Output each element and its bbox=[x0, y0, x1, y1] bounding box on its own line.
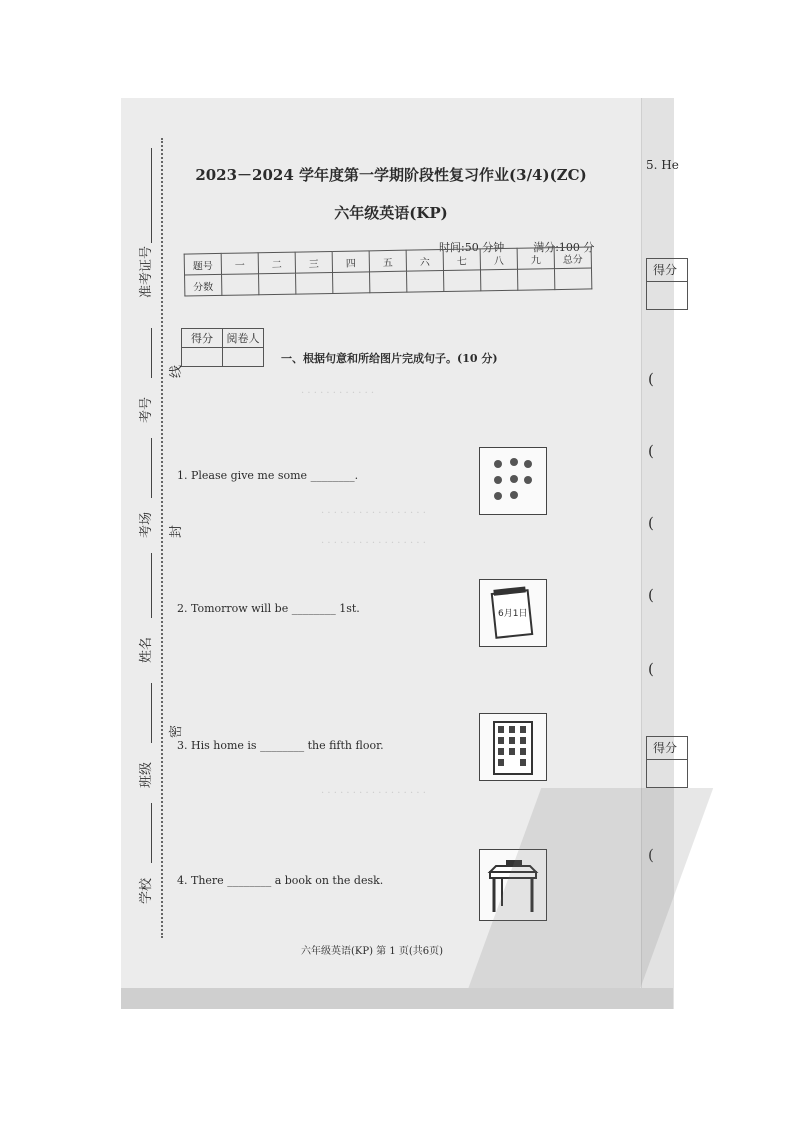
score-table-header: 六 bbox=[406, 250, 443, 272]
bleed-through-text: · · · · · · · · · · · · · · · · · bbox=[321, 508, 426, 519]
next-page-paren: ( bbox=[648, 660, 654, 678]
question-1-text: 1. Please give me some bbox=[177, 469, 308, 482]
question-1 bbox=[177, 469, 358, 482]
flowers-icon bbox=[479, 447, 547, 515]
next-page-paren: ( bbox=[648, 514, 654, 532]
margin-label-exam-number: 考号 bbox=[139, 396, 154, 423]
next-page-paren: ( bbox=[648, 586, 654, 604]
question-4-text: 4. There bbox=[177, 874, 224, 887]
next-page-paren: ( bbox=[648, 370, 654, 388]
score-cell[interactable] bbox=[480, 269, 517, 291]
question-3-tail: the fifth floor. bbox=[307, 739, 384, 752]
question-2 bbox=[177, 602, 360, 615]
score-table-header: 四 bbox=[332, 251, 369, 273]
next-page-score-box bbox=[646, 258, 688, 310]
score-cell[interactable] bbox=[222, 274, 259, 296]
question-2-blank[interactable]: ________ bbox=[291, 602, 336, 615]
question-2-tail: 1st. bbox=[339, 602, 360, 615]
score-table-header: 三 bbox=[295, 251, 332, 273]
question-2-text: 2. Tomorrow will be bbox=[177, 602, 289, 615]
margin-line bbox=[151, 803, 152, 863]
bleed-through-text: · · · · · · · · · · · · · · · · · bbox=[321, 538, 426, 549]
margin-label-exam-room: 考场 bbox=[139, 511, 154, 538]
grader-name-label: 阅卷人 bbox=[223, 329, 264, 348]
margin-line bbox=[151, 148, 152, 243]
exam-title: 2023－2024 学年度第一学期阶段性复习作业(3/4)(ZC) bbox=[195, 166, 587, 184]
margin-line bbox=[151, 328, 152, 378]
next-page-score-label: 得分 bbox=[647, 737, 687, 760]
score-cell[interactable] bbox=[554, 268, 591, 290]
question-4-blank[interactable]: ________ bbox=[227, 874, 272, 887]
score-table-header: 总分 bbox=[554, 247, 591, 269]
next-page-score-label: 得分 bbox=[647, 259, 687, 282]
score-table-header: 八 bbox=[480, 248, 517, 270]
seal-char-secret: 密 bbox=[169, 724, 184, 738]
bleed-through-text: · · · · · · · · · · · · bbox=[301, 388, 375, 399]
margin-label-school: 学校 bbox=[139, 877, 154, 904]
question-1-tail: . bbox=[354, 469, 359, 482]
margin-label-class: 班级 bbox=[139, 761, 154, 788]
next-page-score-box bbox=[646, 736, 688, 788]
score-table-header: 二 bbox=[258, 252, 295, 274]
score-row-label: 分数 bbox=[185, 274, 222, 296]
seal-char-line: 线 bbox=[169, 364, 184, 378]
full-score: 满分:100 分 bbox=[533, 241, 595, 254]
exam-subtitle: 六年级英语(KP) bbox=[334, 204, 448, 222]
question-1-blank[interactable]: ________ bbox=[310, 469, 355, 482]
score-cell[interactable] bbox=[406, 271, 443, 293]
question-3 bbox=[177, 739, 384, 752]
bleed-through-text: · · · · · · · · · · · · · · · · · bbox=[321, 788, 426, 799]
page-footer: 六年级英语(KP) 第 1 页(共6页) bbox=[301, 946, 444, 957]
score-cell[interactable] bbox=[259, 273, 296, 295]
seal-dotted-line bbox=[161, 138, 163, 938]
score-table-header: 七 bbox=[443, 249, 480, 271]
score-cell[interactable] bbox=[296, 272, 333, 294]
score-cell[interactable] bbox=[370, 271, 407, 293]
question-3-text: 3. His home is bbox=[177, 739, 257, 752]
margin-label-exam-id: 准考证号 bbox=[139, 245, 154, 298]
question-4-tail: a book on the desk. bbox=[274, 874, 384, 887]
grader-name-cell[interactable] bbox=[223, 348, 264, 367]
margin-line bbox=[151, 438, 152, 498]
grader-table bbox=[181, 328, 264, 367]
next-page-paren: ( bbox=[648, 846, 654, 864]
score-cell[interactable] bbox=[443, 270, 480, 292]
score-table-header: 题号 bbox=[184, 253, 221, 275]
score-table-header: 五 bbox=[369, 250, 406, 272]
grader-score-label: 得分 bbox=[182, 329, 223, 348]
question-4 bbox=[177, 874, 383, 887]
next-page-question-5: 5. He bbox=[646, 158, 679, 172]
calendar-date: 6月1日 bbox=[498, 609, 528, 619]
score-table bbox=[184, 246, 593, 296]
margin-line bbox=[151, 553, 152, 618]
photo-bottom-edge bbox=[121, 988, 673, 1009]
building-icon bbox=[479, 713, 547, 781]
margin-label-name: 姓名 bbox=[139, 636, 154, 663]
grader-score-cell[interactable] bbox=[182, 348, 223, 367]
calendar-icon bbox=[479, 579, 547, 647]
section-1-heading: 一、根据句意和所给图片完成句子。(10 分) bbox=[281, 352, 498, 365]
score-cell[interactable] bbox=[333, 272, 370, 294]
binding-margin bbox=[121, 98, 183, 1009]
score-table-header: 一 bbox=[221, 253, 258, 275]
margin-line bbox=[151, 683, 152, 743]
score-table-header: 九 bbox=[517, 248, 554, 270]
time-limit: 时间:50 分钟 bbox=[439, 241, 505, 254]
photographed-paper bbox=[121, 98, 679, 1009]
question-3-blank[interactable]: ________ bbox=[260, 739, 305, 752]
next-page-paren: ( bbox=[648, 442, 654, 460]
score-cell[interactable] bbox=[517, 269, 554, 291]
seal-char-seal: 封 bbox=[169, 524, 184, 538]
